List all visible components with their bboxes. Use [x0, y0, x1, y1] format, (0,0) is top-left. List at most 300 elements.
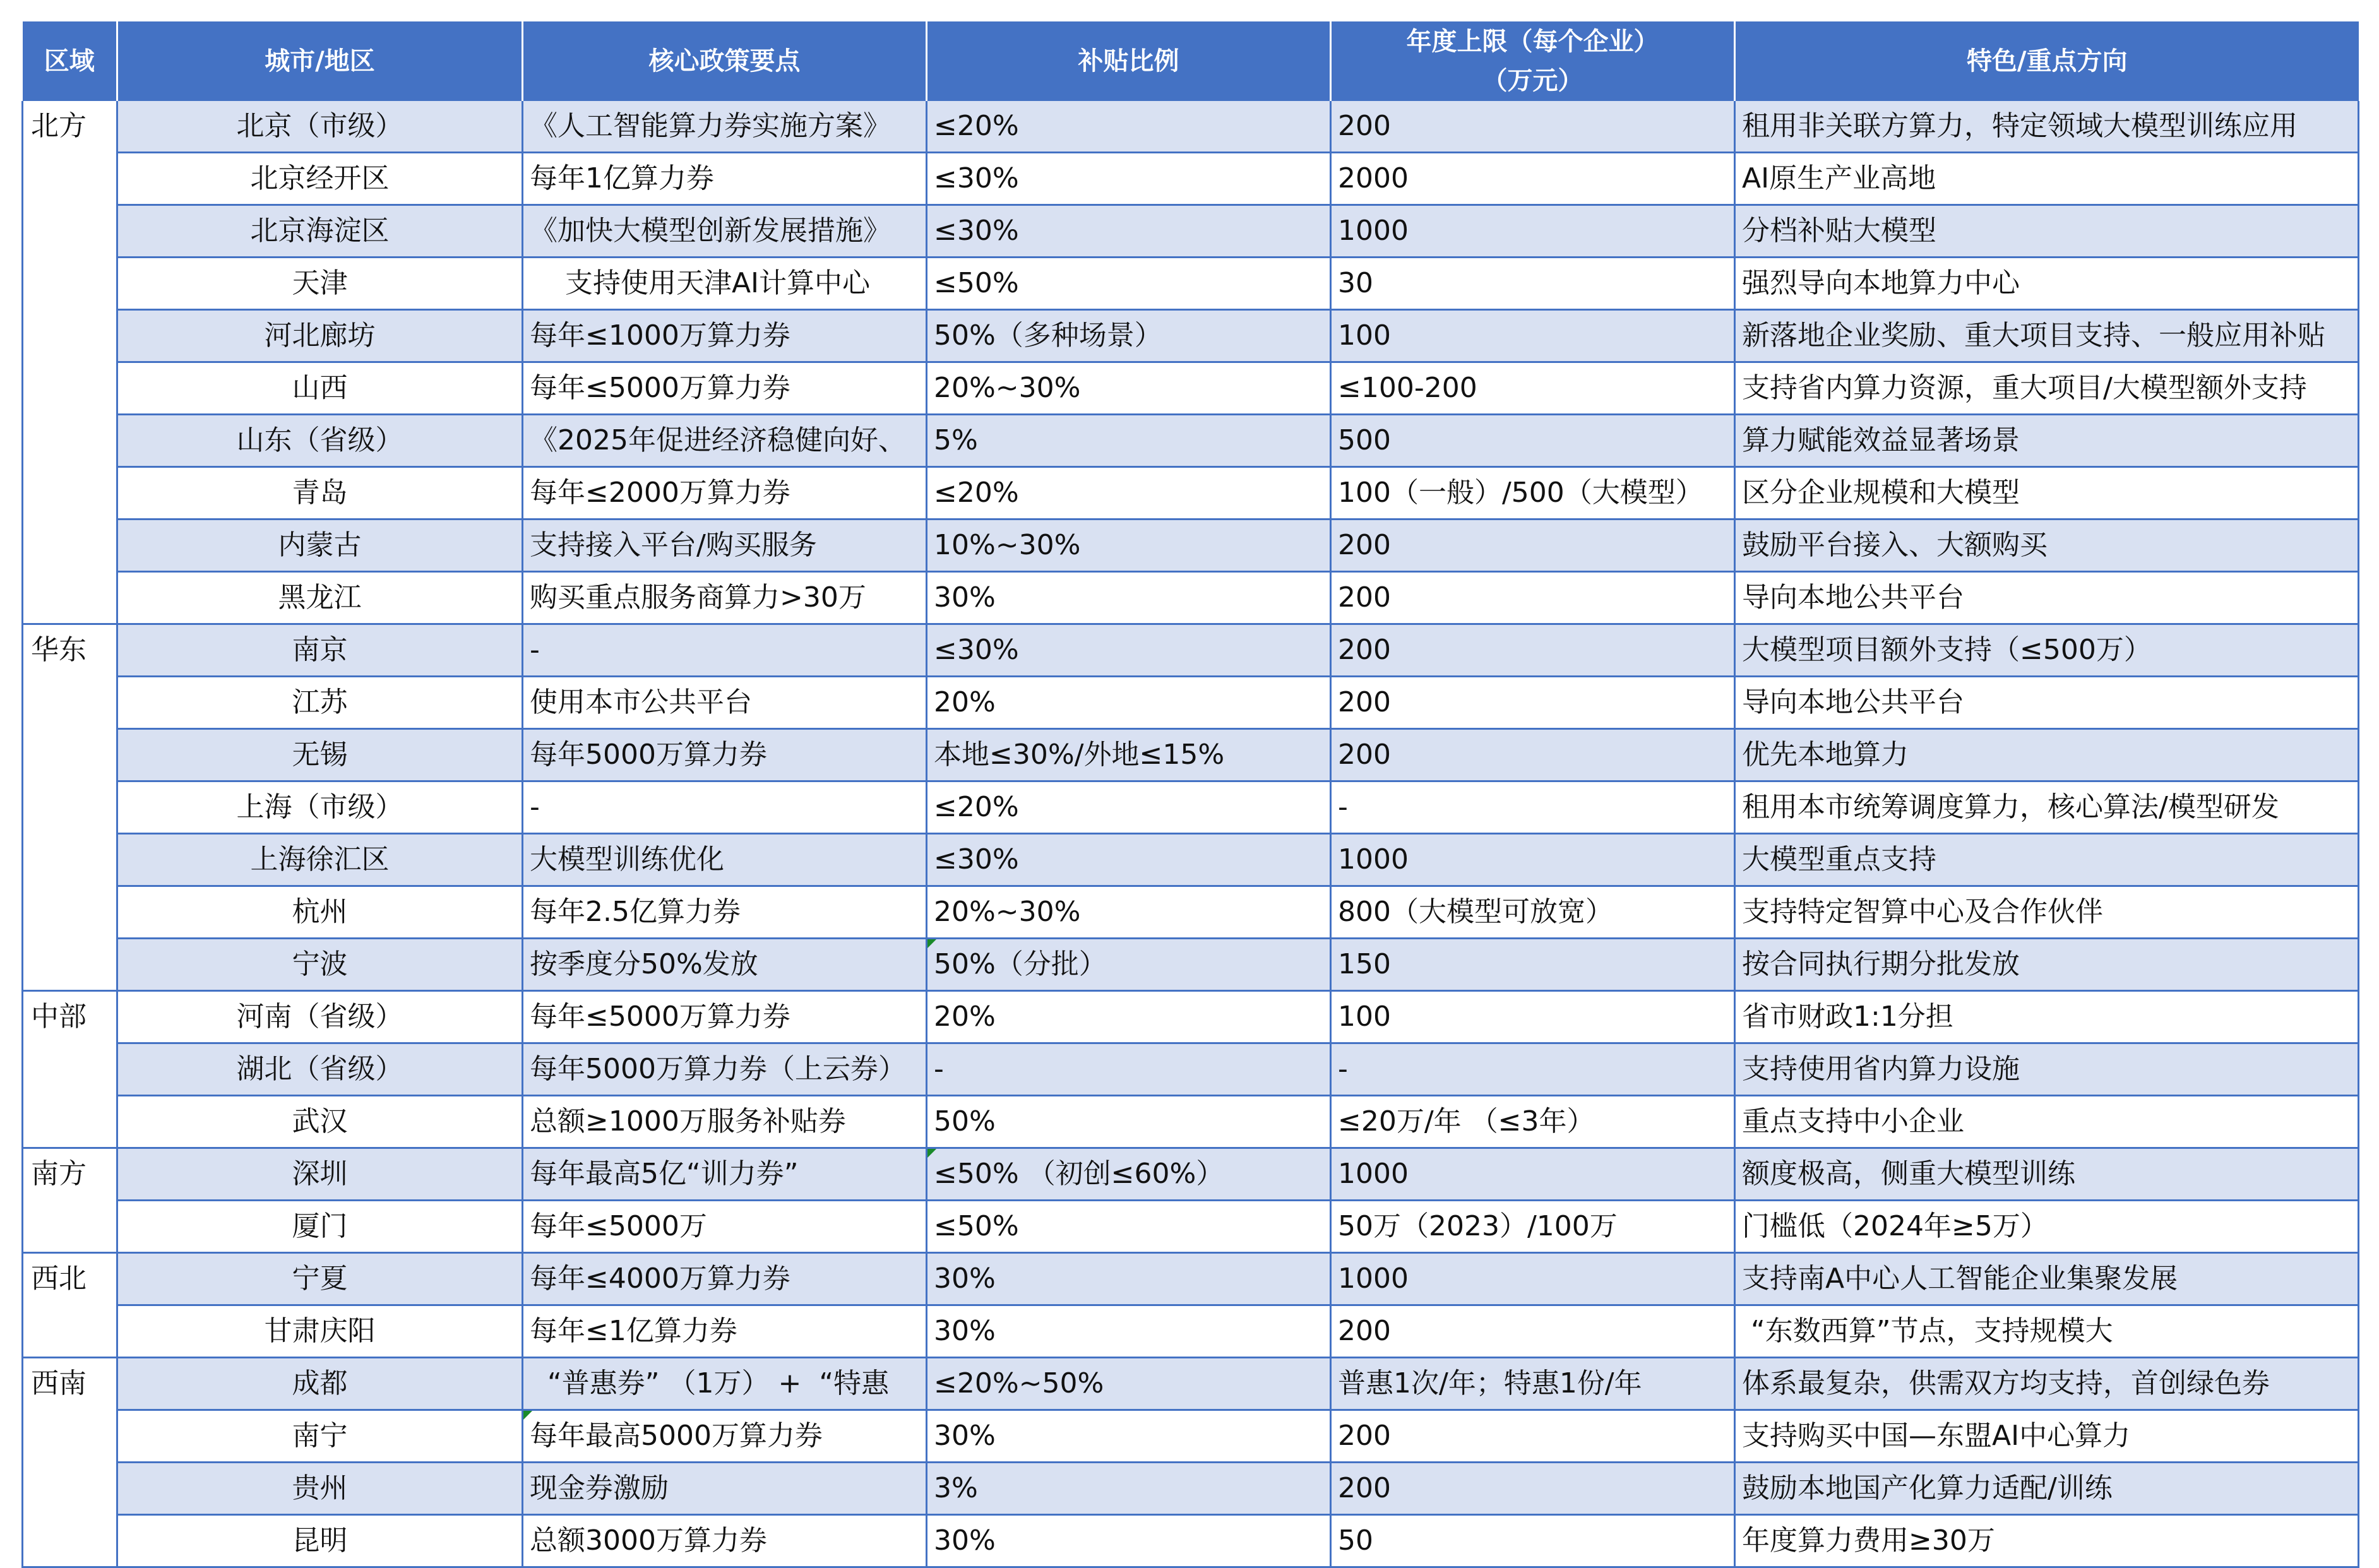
cap-text: 200 — [1338, 529, 1391, 561]
comment-indicator-icon — [927, 939, 936, 948]
city-text: 南宁 — [292, 1420, 348, 1452]
city-cell[interactable] — [117, 205, 523, 258]
city-text: 成都 — [292, 1367, 348, 1399]
city-cell[interactable] — [117, 520, 523, 572]
city-cell[interactable] — [117, 1358, 523, 1410]
cap-cell[interactable] — [1331, 1253, 1735, 1305]
cap-cell[interactable] — [1331, 415, 1735, 467]
focus-cell[interactable] — [1735, 729, 2359, 781]
table-row — [23, 991, 2359, 1043]
ratio-cell[interactable] — [927, 1201, 1331, 1253]
cap-text: 2000 — [1338, 162, 1409, 194]
header-cap-line1: 年度上限（每个企业） — [1406, 27, 1659, 56]
table-row — [23, 834, 2359, 886]
focus-text: 导向本地公共平台 — [1742, 686, 1964, 718]
policy-cell[interactable] — [523, 1358, 927, 1410]
focus-cell[interactable] — [1735, 1515, 2359, 1567]
cap-text: 50 — [1338, 1524, 1373, 1557]
focus-text: 算力赋能效益显著场景 — [1742, 424, 2020, 456]
cap-cell[interactable] — [1331, 886, 1735, 939]
region-cell[interactable]: 南方 — [23, 1148, 117, 1253]
cap-cell[interactable] — [1331, 467, 1735, 520]
cap-cell[interactable] — [1331, 1201, 1735, 1253]
cap-cell[interactable] — [1331, 781, 1735, 834]
focus-cell[interactable] — [1735, 415, 2359, 467]
ratio-cell[interactable] — [927, 1043, 1331, 1096]
city-text: 内蒙古 — [278, 529, 362, 561]
ratio-cell[interactable] — [927, 258, 1331, 310]
region-cell[interactable]: 华东 — [23, 624, 117, 991]
cap-text: 150 — [1338, 948, 1391, 980]
ratio-text: 20% — [934, 1001, 996, 1033]
focus-cell[interactable] — [1735, 520, 2359, 572]
city-cell[interactable] — [117, 729, 523, 781]
ratio-text: ≤20% — [934, 791, 1019, 823]
policy-cell[interactable] — [523, 729, 927, 781]
cap-cell[interactable] — [1331, 153, 1735, 205]
focus-cell[interactable] — [1735, 939, 2359, 991]
policy-text: 每年≤4000万算力券 — [530, 1262, 790, 1295]
ratio-cell[interactable] — [927, 729, 1331, 781]
focus-text: 支持特定智算中心及合作伙伴 — [1742, 896, 2103, 928]
cap-text: 1000 — [1338, 843, 1409, 876]
cap-cell[interactable] — [1331, 258, 1735, 310]
table-row — [23, 677, 2359, 729]
city-cell[interactable] — [117, 1410, 523, 1463]
cap-text: 800（大模型可放宽） — [1338, 896, 1613, 928]
policy-cell[interactable] — [523, 1305, 927, 1358]
cap-text: 200 — [1338, 1420, 1391, 1452]
city-text: 北京海淀区 — [250, 215, 390, 247]
city-text: 青岛 — [292, 477, 348, 509]
focus-text: 支持使用省内算力设施 — [1742, 1053, 2020, 1085]
focus-text: 导向本地公共平台 — [1742, 581, 1964, 614]
focus-text: 年度算力费用≥30万 — [1742, 1524, 1995, 1557]
cap-text: 200 — [1338, 1315, 1391, 1347]
focus-cell[interactable] — [1735, 1358, 2359, 1410]
policy-text: 现金券激励 — [530, 1472, 669, 1504]
region-cell[interactable]: 西北 — [23, 1253, 117, 1358]
city-text: 宁夏 — [292, 1262, 348, 1295]
city-cell[interactable] — [117, 834, 523, 886]
table-row — [23, 1305, 2359, 1358]
header-region[interactable]: 区域 — [23, 21, 117, 101]
policy-cell[interactable] — [523, 1148, 927, 1201]
cap-text: 200 — [1338, 110, 1391, 142]
ratio-cell[interactable] — [927, 1463, 1331, 1515]
region-cell[interactable]: 北方 — [23, 101, 117, 624]
focus-text: 分档补贴大模型 — [1742, 215, 1936, 247]
city-cell[interactable] — [117, 1253, 523, 1305]
policy-text: “普惠券” （1万） + “特惠 — [530, 1367, 890, 1399]
table-row — [23, 258, 2359, 310]
cap-cell[interactable] — [1331, 1463, 1735, 1515]
city-text: 昆明 — [292, 1524, 348, 1557]
header-row — [23, 21, 2359, 101]
table-row — [23, 572, 2359, 624]
focus-cell[interactable] — [1735, 101, 2359, 153]
focus-cell[interactable] — [1735, 1463, 2359, 1515]
table-row — [23, 310, 2359, 362]
policy-cell[interactable] — [523, 1096, 927, 1148]
ratio-cell[interactable] — [927, 1358, 1331, 1410]
focus-text: 新落地企业奖励、重大项目支持、一般应用补贴 — [1742, 319, 2325, 352]
policy-text: 《2025年促进经济稳健向好、 — [530, 424, 906, 456]
city-cell[interactable] — [117, 310, 523, 362]
policy-text: 总额≥1000万服务补贴券 — [530, 1105, 846, 1137]
ratio-cell[interactable] — [927, 362, 1331, 415]
table-row — [23, 362, 2359, 415]
cap-text: 1000 — [1338, 1158, 1409, 1190]
policy-cell[interactable] — [523, 781, 927, 834]
policy-cell[interactable] — [523, 1515, 927, 1567]
cap-cell[interactable] — [1331, 520, 1735, 572]
focus-text: 支持省内算力资源，重大项目/大模型额外支持 — [1742, 372, 2307, 404]
city-cell[interactable] — [117, 101, 523, 153]
focus-cell[interactable] — [1735, 1305, 2359, 1358]
focus-text: 鼓励平台接入、大额购买 — [1742, 529, 2048, 561]
city-text: 河北廊坊 — [264, 319, 376, 352]
policy-text: 每年≤5000万算力券 — [530, 372, 790, 404]
ratio-text: ≤50% （初创≤60%） — [934, 1158, 1224, 1190]
policy-cell[interactable] — [523, 1201, 927, 1253]
cap-cell[interactable] — [1331, 1515, 1735, 1567]
city-cell[interactable] — [117, 1148, 523, 1201]
policy-text: 每年5000万算力券（上云券） — [530, 1053, 906, 1085]
ratio-cell[interactable] — [927, 572, 1331, 624]
city-text: 宁波 — [292, 948, 348, 980]
policy-text: 《人工智能算力券实施方案》 — [530, 110, 891, 142]
ratio-text: ≤20% — [934, 477, 1019, 509]
focus-text: 大模型重点支持 — [1742, 843, 1936, 876]
table-row — [23, 153, 2359, 205]
policy-cell[interactable] — [523, 415, 927, 467]
city-text: 武汉 — [292, 1105, 348, 1137]
city-cell[interactable] — [117, 415, 523, 467]
cap-text: 200 — [1338, 581, 1391, 614]
ratio-text: 10%~30% — [934, 529, 1081, 561]
policy-cell[interactable] — [523, 205, 927, 258]
ratio-text: ≤20%~50% — [934, 1367, 1104, 1399]
focus-text: 优先本地算力 — [1742, 739, 1909, 771]
city-text: 贵州 — [292, 1472, 348, 1504]
focus-text: 租用本市统筹调度算力，核心算法/模型研发 — [1742, 791, 2279, 823]
ratio-text: ≤20% — [934, 110, 1019, 142]
city-text: 天津 — [292, 267, 348, 299]
focus-text: 区分企业规模和大模型 — [1742, 477, 2020, 509]
focus-text: 按合同执行期分批发放 — [1742, 948, 2020, 980]
ratio-text: - — [934, 1053, 944, 1085]
policy-text: 每年最高5亿“训力券” — [530, 1158, 799, 1190]
ratio-text: ≤50% — [934, 1210, 1019, 1242]
city-cell[interactable] — [117, 781, 523, 834]
ratio-cell[interactable] — [927, 1096, 1331, 1148]
ratio-cell[interactable] — [927, 1515, 1331, 1567]
cap-cell[interactable] — [1331, 1410, 1735, 1463]
city-text: 河南（省级） — [236, 1001, 403, 1033]
table-row — [23, 1043, 2359, 1096]
table-row — [23, 886, 2359, 939]
policy-text: 每年≤5000万算力券 — [530, 1001, 790, 1033]
focus-cell[interactable] — [1735, 153, 2359, 205]
city-text: 黑龙江 — [278, 581, 362, 614]
table-row — [23, 624, 2359, 677]
table-row — [23, 1253, 2359, 1305]
header-city[interactable]: 城市/地区 — [117, 21, 523, 101]
ratio-cell[interactable] — [927, 205, 1331, 258]
header-cap[interactable] — [1331, 21, 1735, 101]
cap-text: 200 — [1338, 686, 1391, 718]
focus-cell[interactable] — [1735, 1201, 2359, 1253]
ratio-cell[interactable] — [927, 520, 1331, 572]
cap-cell[interactable] — [1331, 1358, 1735, 1410]
city-text: 上海（市级） — [236, 791, 403, 823]
city-cell[interactable] — [117, 677, 523, 729]
cap-text: - — [1338, 1053, 1348, 1085]
policy-text: 每年≤2000万算力券 — [530, 477, 790, 509]
cap-cell[interactable] — [1331, 729, 1735, 781]
ratio-cell[interactable] — [927, 677, 1331, 729]
city-text: 甘肃庆阳 — [264, 1315, 376, 1347]
ratio-text: 20%~30% — [934, 896, 1081, 928]
ratio-cell[interactable] — [927, 991, 1331, 1043]
focus-text: 门槛低（2024年≥5万） — [1742, 1210, 2048, 1242]
table-body — [23, 101, 2359, 1567]
city-cell[interactable] — [117, 153, 523, 205]
cap-cell[interactable] — [1331, 991, 1735, 1043]
cap-cell[interactable] — [1331, 310, 1735, 362]
policy-text: 每年1亿算力券 — [530, 162, 714, 194]
table-row — [23, 415, 2359, 467]
ratio-text: ≤30% — [934, 215, 1019, 247]
ratio-cell[interactable] — [927, 1148, 1331, 1201]
focus-cell[interactable] — [1735, 467, 2359, 520]
table-row — [23, 101, 2359, 153]
cap-cell[interactable] — [1331, 624, 1735, 677]
focus-cell[interactable] — [1735, 834, 2359, 886]
city-cell[interactable] — [117, 1096, 523, 1148]
focus-text: 支持购买中国—东盟AI中心算力 — [1742, 1420, 2131, 1452]
cap-cell[interactable] — [1331, 1043, 1735, 1096]
ratio-cell[interactable] — [927, 1305, 1331, 1358]
comment-indicator-icon — [927, 1149, 936, 1158]
focus-cell[interactable] — [1735, 624, 2359, 677]
policy-cell[interactable] — [523, 834, 927, 886]
policy-cell[interactable] — [523, 1253, 927, 1305]
focus-cell[interactable] — [1735, 781, 2359, 834]
ratio-text: 20%~30% — [934, 372, 1081, 404]
policy-cell[interactable] — [523, 886, 927, 939]
city-text: 杭州 — [292, 896, 348, 928]
city-cell[interactable] — [117, 991, 523, 1043]
city-cell[interactable] — [117, 1305, 523, 1358]
table-row — [23, 1463, 2359, 1515]
city-text: 北京经开区 — [250, 162, 390, 194]
cap-cell[interactable] — [1331, 1305, 1735, 1358]
ratio-text: 30% — [934, 1315, 996, 1347]
header-policy[interactable]: 核心政策要点 — [523, 21, 927, 101]
city-cell[interactable] — [117, 258, 523, 310]
city-cell[interactable] — [117, 939, 523, 991]
cap-cell[interactable] — [1331, 205, 1735, 258]
table-row — [23, 467, 2359, 520]
comment-indicator-icon — [523, 1411, 532, 1420]
policy-cell[interactable] — [523, 153, 927, 205]
city-text: 厦门 — [292, 1210, 348, 1242]
region-cell[interactable]: 西南 — [23, 1358, 117, 1567]
policy-text: 每年≤1亿算力券 — [530, 1315, 737, 1347]
cap-cell[interactable] — [1331, 1096, 1735, 1148]
policy-cell[interactable] — [523, 939, 927, 991]
cap-text: 30 — [1338, 267, 1373, 299]
policy-text: - — [530, 634, 540, 666]
header-cap-line2: （万元） — [1482, 66, 1583, 95]
city-cell[interactable] — [117, 362, 523, 415]
region-cell[interactable]: 中部 — [23, 991, 117, 1148]
policy-cell[interactable] — [523, 362, 927, 415]
table-row — [23, 1358, 2359, 1410]
focus-cell[interactable] — [1735, 1043, 2359, 1096]
ratio-text: ≤50% — [934, 267, 1019, 299]
focus-cell[interactable] — [1735, 310, 2359, 362]
focus-text: 强烈导向本地算力中心 — [1742, 267, 2020, 299]
cap-text: 100 — [1338, 319, 1391, 352]
focus-text: 租用非关联方算力，特定领域大模型训练应用 — [1742, 110, 2298, 142]
policy-text: 支持接入平台/购买服务 — [530, 529, 817, 561]
cap-text: 100（一般）/500（大模型） — [1338, 477, 1703, 509]
policy-cell[interactable] — [523, 467, 927, 520]
focus-cell[interactable] — [1735, 1148, 2359, 1201]
ratio-cell[interactable] — [927, 781, 1331, 834]
cap-cell[interactable] — [1331, 572, 1735, 624]
policy-cell[interactable] — [523, 572, 927, 624]
cap-cell[interactable] — [1331, 939, 1735, 991]
ratio-cell[interactable] — [927, 415, 1331, 467]
city-cell[interactable] — [117, 1201, 523, 1253]
table-row — [23, 939, 2359, 991]
policy-cell[interactable] — [523, 520, 927, 572]
focus-cell[interactable] — [1735, 1410, 2359, 1463]
cap-cell[interactable] — [1331, 1148, 1735, 1201]
ratio-cell[interactable] — [927, 467, 1331, 520]
table-header — [23, 21, 2359, 101]
cap-text: 200 — [1338, 634, 1391, 666]
city-cell[interactable] — [117, 1043, 523, 1096]
focus-text: 鼓励本地国产化算力适配/训练 — [1742, 1472, 2113, 1504]
focus-cell[interactable] — [1735, 258, 2359, 310]
policy-text: 每年2.5亿算力券 — [530, 896, 741, 928]
table-row — [23, 1148, 2359, 1201]
focus-cell[interactable] — [1735, 886, 2359, 939]
policy-cell[interactable] — [523, 624, 927, 677]
table-row — [23, 729, 2359, 781]
city-cell[interactable] — [117, 572, 523, 624]
ratio-text: 20% — [934, 686, 996, 718]
cap-text: 100 — [1338, 1001, 1391, 1033]
header-focus[interactable]: 特色/重点方向 — [1735, 21, 2359, 101]
city-cell[interactable] — [117, 1515, 523, 1567]
focus-text: “东数西算”节点，支持规模大 — [1742, 1315, 2113, 1347]
policy-cell[interactable] — [523, 1463, 927, 1515]
policy-cell[interactable] — [523, 258, 927, 310]
focus-cell[interactable] — [1735, 572, 2359, 624]
policy-cell[interactable] — [523, 1410, 927, 1463]
ratio-text: 30% — [934, 1262, 996, 1295]
focus-cell[interactable] — [1735, 1253, 2359, 1305]
ratio-text: 50%（分批） — [934, 948, 1107, 980]
cap-text: ≤100-200 — [1338, 372, 1477, 404]
cap-cell[interactable] — [1331, 677, 1735, 729]
ratio-text: 5% — [934, 424, 978, 456]
ratio-cell[interactable] — [927, 153, 1331, 205]
header-ratio[interactable]: 补贴比例 — [927, 21, 1331, 101]
focus-cell[interactable] — [1735, 362, 2359, 415]
ratio-cell[interactable] — [927, 624, 1331, 677]
ratio-cell[interactable] — [927, 310, 1331, 362]
table-row — [23, 1201, 2359, 1253]
table-row — [23, 1410, 2359, 1463]
city-cell[interactable] — [117, 1463, 523, 1515]
cap-text: 200 — [1338, 1472, 1391, 1504]
cap-text: 200 — [1338, 739, 1391, 771]
cap-cell[interactable] — [1331, 834, 1735, 886]
focus-text: 支持南A中心人工智能企业集聚发展 — [1742, 1262, 2178, 1295]
table-row — [23, 781, 2359, 834]
ratio-text: 30% — [934, 581, 996, 614]
table-row — [23, 520, 2359, 572]
policy-text: 总额3000万算力券 — [530, 1524, 767, 1557]
policy-cell[interactable] — [523, 677, 927, 729]
policy-cell[interactable] — [523, 991, 927, 1043]
city-cell[interactable] — [117, 624, 523, 677]
city-cell[interactable] — [117, 886, 523, 939]
ratio-cell[interactable] — [927, 1253, 1331, 1305]
policy-text: 每年≤1000万算力券 — [530, 319, 790, 352]
cap-text: ≤20万/年 （≤3年） — [1338, 1105, 1595, 1137]
ratio-cell[interactable] — [927, 101, 1331, 153]
city-text: 江苏 — [292, 686, 348, 718]
policy-cell[interactable] — [523, 101, 927, 153]
policy-table-container — [21, 21, 2358, 1568]
city-cell[interactable] — [117, 467, 523, 520]
city-text: 深圳 — [292, 1158, 348, 1190]
focus-text: 重点支持中小企业 — [1742, 1105, 1964, 1137]
table-row — [23, 1096, 2359, 1148]
policy-cell[interactable] — [523, 1043, 927, 1096]
city-text: 山东（省级） — [236, 424, 403, 456]
policy-text: 按季度分50%发放 — [530, 948, 758, 980]
focus-cell[interactable] — [1735, 677, 2359, 729]
ratio-cell[interactable] — [927, 886, 1331, 939]
compute-voucher-policy-table — [21, 21, 2359, 1568]
focus-cell[interactable] — [1735, 991, 2359, 1043]
policy-cell[interactable] — [523, 310, 927, 362]
city-text: 北京（市级） — [236, 110, 403, 142]
cap-cell[interactable] — [1331, 362, 1735, 415]
ratio-cell[interactable] — [927, 939, 1331, 991]
ratio-cell[interactable] — [927, 1410, 1331, 1463]
city-text: 山西 — [292, 372, 348, 404]
cap-text: 1000 — [1338, 1262, 1409, 1295]
ratio-cell[interactable] — [927, 834, 1331, 886]
ratio-text: ≤30% — [934, 843, 1019, 876]
table-row — [23, 205, 2359, 258]
cap-cell[interactable] — [1331, 101, 1735, 153]
cap-text: 500 — [1338, 424, 1391, 456]
ratio-text: 3% — [934, 1472, 978, 1504]
focus-cell[interactable] — [1735, 1096, 2359, 1148]
focus-cell[interactable] — [1735, 205, 2359, 258]
